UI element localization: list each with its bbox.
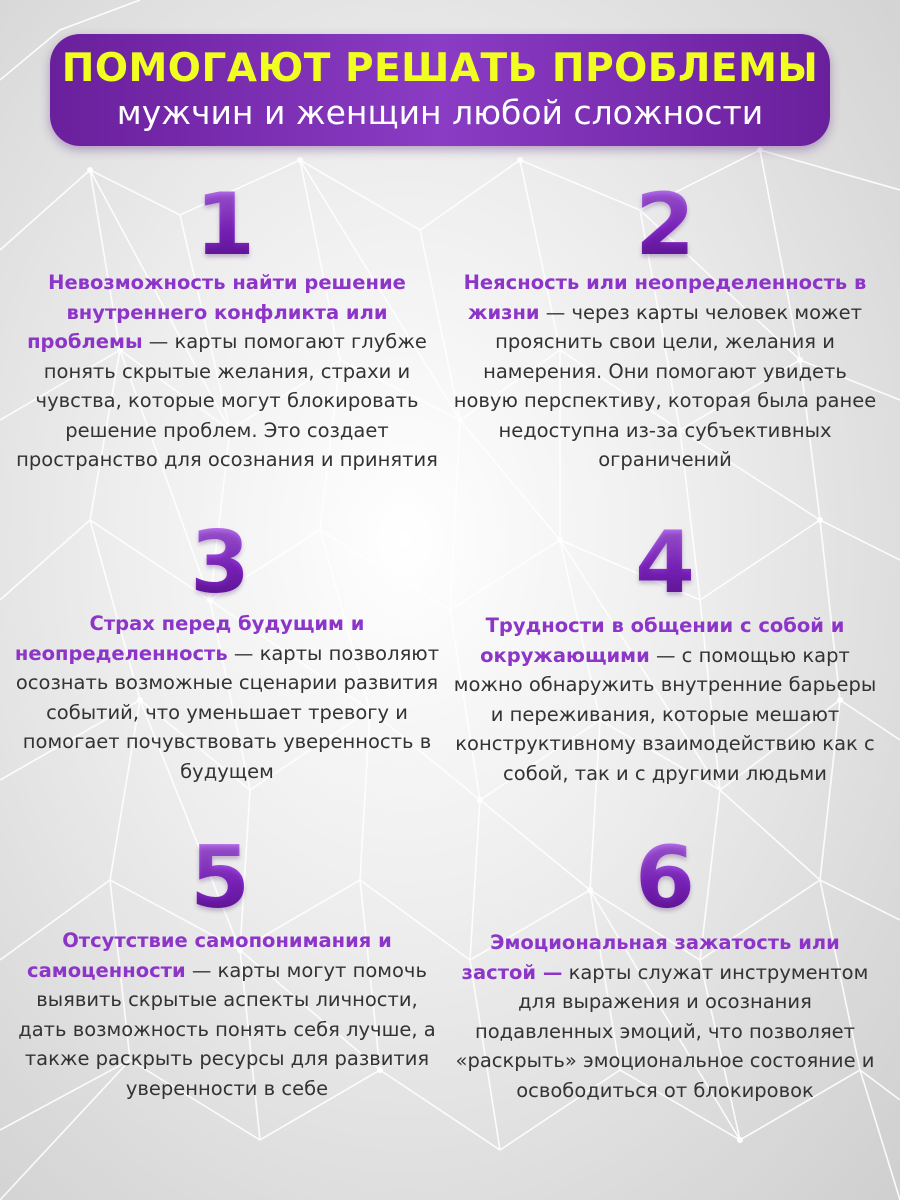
header-banner xyxy=(50,34,830,146)
item-number-6: 6 xyxy=(605,833,725,923)
item-lead-3: Страх перед будущим и неопределенность xyxy=(14,612,365,665)
item-number-3: 3 xyxy=(160,518,280,608)
item-lead-4: Трудности в общении с собой и окружающими xyxy=(480,614,845,667)
item-number-1: 1 xyxy=(165,180,285,270)
item-desc-5: — карты могут помочь выявить скрытые аспекты личности, дать возможность понять себя лучше, а также раскрыть ресурсы для развития уверенности в себе xyxy=(18,958,436,1100)
item-number-4: 4 xyxy=(605,518,725,608)
item-lead-6: Эмоциональная зажатость или застой — xyxy=(461,931,840,984)
page-subtitle: мужчин и женщин любой сложности xyxy=(116,93,764,132)
item-lead-5: Отсутствие самопонимания и самоценности xyxy=(27,929,392,982)
item-text-5 xyxy=(12,926,442,1103)
item-number-5: 5 xyxy=(160,833,280,923)
item-desc-3: — карты позволяют осознать возможные сценарии развития событий, что уменьшает тревогу и помогает почувствовать уверенность в будущем xyxy=(15,641,440,783)
item-desc-4: — с помощью карт можно обнаружить внутренние барьеры и переживания, которые мешают конструктивному взаимодействию как с собой, так и с другими людьми xyxy=(453,643,877,785)
item-lead-2: Неясность или неопределенность в жизни xyxy=(463,271,867,324)
item-desc-1: — карты помогают глубже понять скрытые желания, страхи и чувства, которые могут блокировать решение проблем. Это создает пространство для осознания и принятия xyxy=(16,330,438,471)
item-text-1 xyxy=(12,268,442,475)
item-desc-6: карты служат инструментом для выражения и осознания подавленных эмоций, что позволяет «раскрыть» эмоциональное состояние и освободиться от блокировок xyxy=(455,960,875,1102)
item-text-4 xyxy=(450,611,880,788)
item-text-6 xyxy=(450,928,880,1105)
item-text-3 xyxy=(12,609,442,786)
page-title: ПОМОГАЮТ РЕШАТЬ ПРОБЛЕМЫ xyxy=(61,46,819,91)
item-text-2 xyxy=(450,268,880,475)
item-number-2: 2 xyxy=(605,180,725,270)
item-desc-2: — через карты человек может прояснить свои цели, желания и намерения. Они помогают увидеть новую перспективу, которая была ранее недоступна из-за субъективных ограничений xyxy=(453,300,877,471)
item-lead-1: Невозможность найти решение внутреннего конфликта или проблемы xyxy=(27,271,406,353)
